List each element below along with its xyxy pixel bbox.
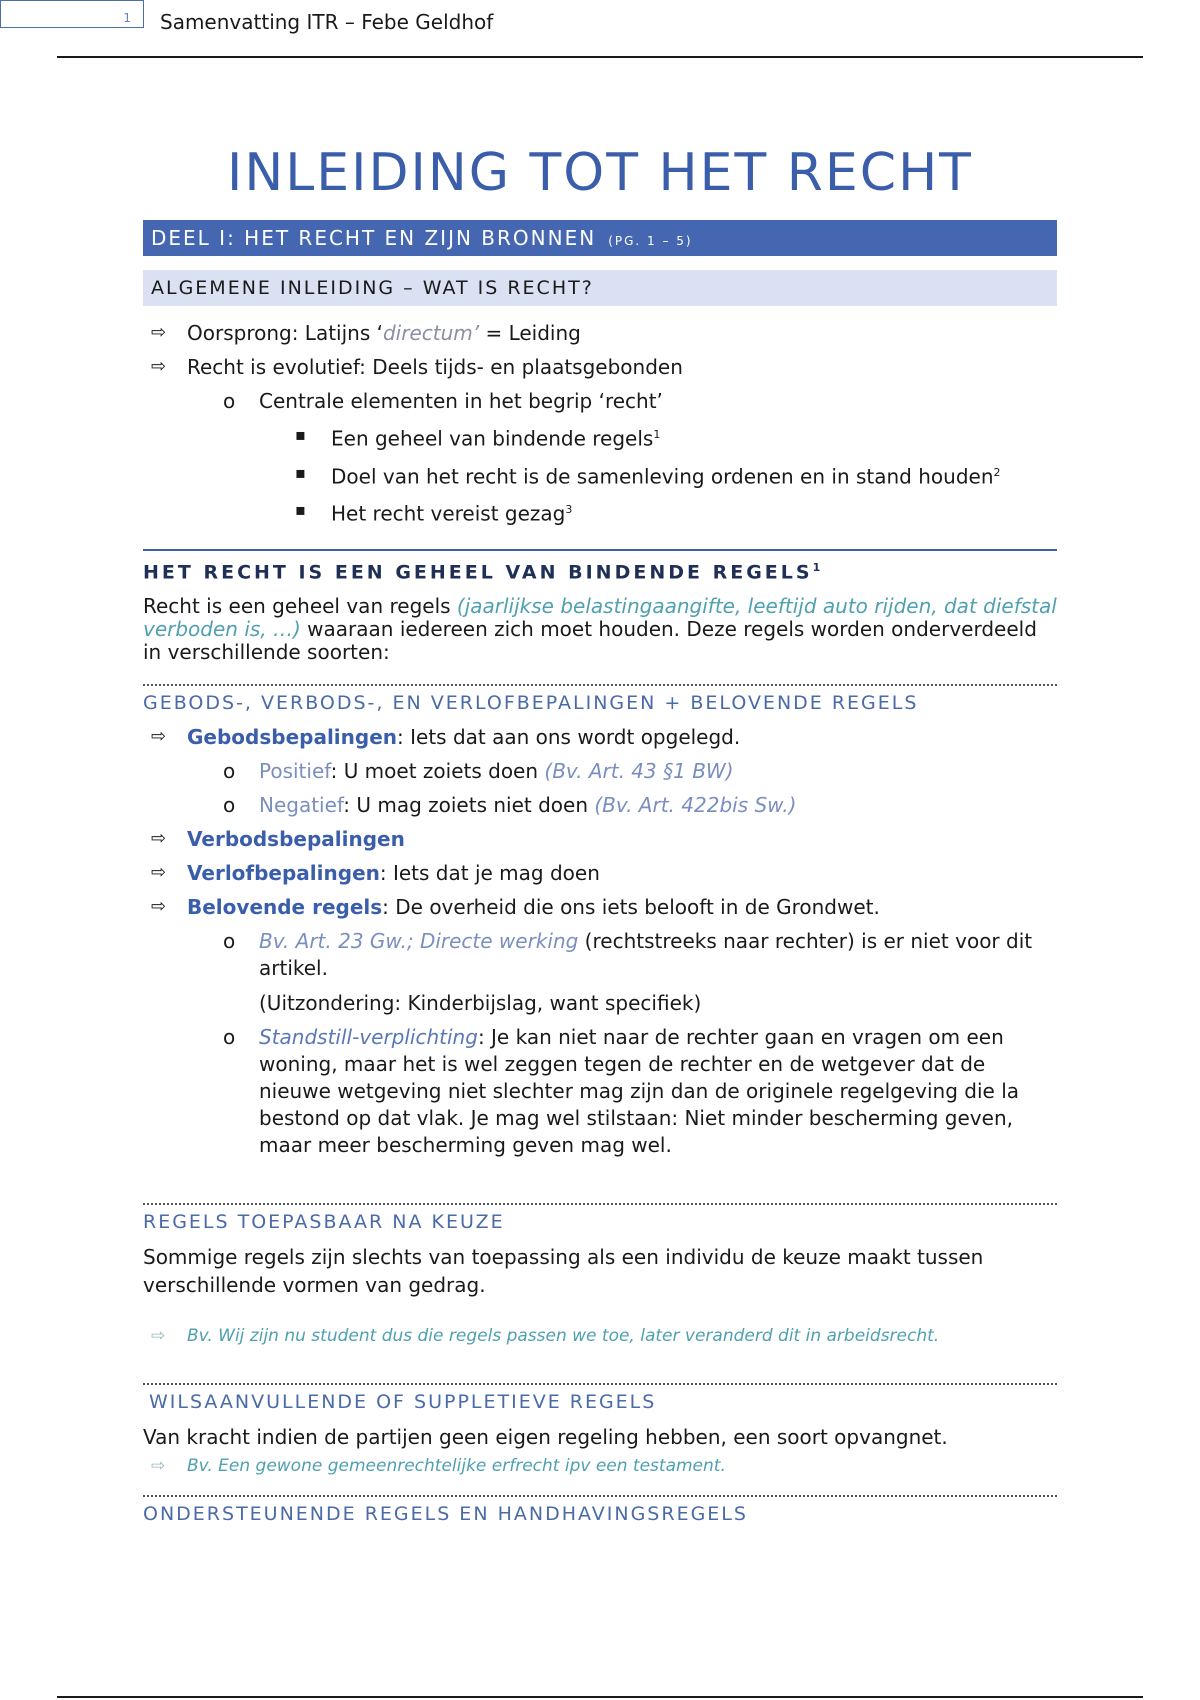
page-number-box: 1 bbox=[0, 0, 144, 28]
footnote-ref[interactable]: 3 bbox=[565, 503, 573, 517]
footnote-ref[interactable]: 1 bbox=[653, 428, 661, 441]
list-item: ⇨ Oorsprong: Latijns ‘directum’ = Leiding bbox=[143, 316, 1057, 350]
document-body bbox=[143, 138, 1057, 1527]
list-item: ⇨ Verbodsbepalingen bbox=[143, 822, 1057, 856]
subsection-heading: GEBODS-, VERBODS-, EN VERLOFBEPALINGEN + BELOVENDE REGELS bbox=[143, 692, 919, 715]
list-item: ▪ Doel van het recht is de samenleving ordenen en in stand houden$^2$ bbox=[143, 456, 1057, 494]
list-item: ⇨ Belovende regels: De overheid die ons iets belooft in de Grondwet. bbox=[143, 890, 1057, 924]
subsection-heading: REGELS TOEPASBAAR NA KEUZE bbox=[143, 1211, 505, 1234]
list-item: ▪ Een geheel van bindende regels$^1$ bbox=[143, 418, 1057, 456]
circle-bullet-icon: o bbox=[223, 759, 236, 784]
arrow-icon: ⇨ bbox=[151, 322, 167, 343]
arrow-icon: ⇨ bbox=[151, 1326, 166, 1347]
circle-bullet-icon: o bbox=[223, 929, 236, 954]
arrow-icon: ⇨ bbox=[151, 862, 167, 884]
circle-bullet-icon: o bbox=[223, 1025, 236, 1050]
square-bullet-icon: ▪ bbox=[295, 462, 306, 482]
section-divider bbox=[143, 549, 1057, 551]
square-bullet-icon: ▪ bbox=[295, 500, 306, 520]
arrow-icon: ⇨ bbox=[151, 896, 167, 918]
running-header: Samenvatting ITR – Febe Geldhof bbox=[160, 10, 494, 34]
list-item: o Standstill-verplichting: Je kan niet naar de rechter gaan en vragen om een woning, maar het is wel zeggen tegen de rechter en de wetgever dat de nieuwe wetgeving niet slechter mag zijn dan de originele regelgeving die la bestond op dat vlak. Je mag wel stilstaan: Niet minder bescherming geven, maar meer bescherming geven mag wel. bbox=[223, 1025, 1020, 1158]
circle-bullet-icon: o bbox=[223, 793, 236, 818]
arrow-icon: ⇨ bbox=[151, 356, 167, 377]
part-pages: (PG. 1 – 5) bbox=[608, 234, 693, 248]
subsection-divider bbox=[143, 1495, 1057, 1497]
subsection-heading: ONDERSTEUNENDE REGELS EN HANDHAVINGSREGELS bbox=[143, 1503, 748, 1526]
part-banner bbox=[143, 220, 1057, 256]
list-item: o Positief: U moet zoiets doen (Bv. Art. 43 §1 BW) bbox=[143, 754, 1057, 788]
circle-bullet-icon: o bbox=[223, 389, 236, 413]
subsection-paragraph: Sommige regels zijn slechts van toepassing als een individu de keuze maakt tussen verschillende vormen van gedrag. bbox=[143, 1245, 984, 1298]
list-item: (Uitzondering: Kinderbijslag, want specifiek) bbox=[259, 991, 702, 1016]
list-item: ▪ Het recht vereist gezag$^3$ bbox=[143, 493, 1057, 531]
arrow-icon: ⇨ bbox=[151, 1456, 166, 1477]
arrow-icon: ⇨ bbox=[151, 726, 167, 748]
footnote-ref[interactable]: 2 bbox=[993, 465, 1001, 479]
subsection-heading: WILSAANVULLENDE OF SUPPLETIEVE REGELS bbox=[149, 1391, 657, 1414]
arrow-icon: ⇨ bbox=[151, 828, 167, 850]
list-item: ⇨ Verlofbepalingen: Iets dat je mag doen bbox=[143, 856, 1057, 890]
example-line: ⇨ Bv. Een gewone gemeenrechtelijke erfrecht ipv een testament. bbox=[143, 1451, 1057, 1481]
intro-heading: ALGEMENE INLEIDING – WAT IS RECHT? bbox=[143, 270, 1057, 306]
square-bullet-icon: ▪ bbox=[295, 425, 306, 444]
document-title: INLEIDING TOT HET RECHT bbox=[227, 143, 973, 203]
footer-rule bbox=[57, 1696, 1143, 1698]
part-label: DEEL I: HET RECHT EN ZIJN BRONNEN bbox=[151, 226, 597, 250]
subsection-divider bbox=[143, 1383, 1057, 1385]
list-item: ⇨ Recht is evolutief: Deels tijds- en plaatsgebonden bbox=[143, 350, 1057, 384]
list-item: o Bv. Art. 23 Gw.; Directe werking (rechtstreeks naar rechter) is er niet voor dit artikel. bbox=[223, 929, 1033, 981]
section-heading: HET RECHT IS EEN GEHEEL VAN BINDENDE REGELS$^1$ bbox=[143, 560, 824, 584]
subsection-divider bbox=[143, 684, 1057, 686]
list-item: o Centrale elementen in het begrip ‘recht’ bbox=[143, 384, 1057, 418]
example-line: ⇨ Bv. Wij zijn nu student dus die regels passen we toe, later veranderd dit in arbeidsrecht. bbox=[143, 1321, 1057, 1351]
list-item: ⇨ Gebodsbepalingen: Iets dat aan ons wordt opgelegd. bbox=[143, 720, 1057, 754]
subsection-divider bbox=[143, 1203, 1057, 1205]
header-rule bbox=[57, 56, 1143, 58]
subsection-paragraph: Van kracht indien de partijen geen eigen regeling hebben, een soort opvangnet. bbox=[143, 1425, 948, 1450]
intro-list bbox=[143, 316, 1057, 531]
list-item: o Negatief: U mag zoiets niet doen (Bv. Art. 422bis Sw.) bbox=[143, 788, 1057, 822]
section-paragraph: Recht is een geheel van regels (jaarlijkse belastingaangifte, leeftijd auto rijden, dat diefstal verboden is, …) waaraan iedereen zich moet houden. Deze regels worden onderverdeeld in verschillende soorten: bbox=[143, 594, 1057, 665]
rules-list bbox=[143, 720, 1057, 1163]
